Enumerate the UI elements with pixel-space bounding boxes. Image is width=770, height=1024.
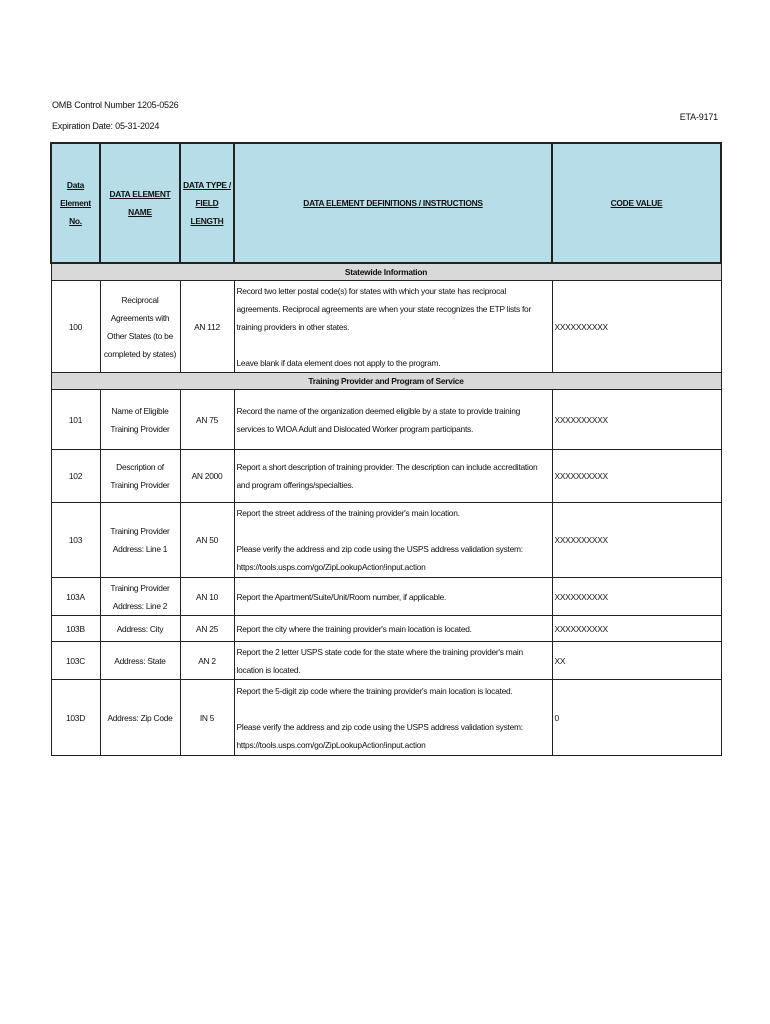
element-type: AN 10 bbox=[180, 578, 234, 616]
element-no: 103A bbox=[51, 578, 100, 616]
element-definition bbox=[234, 503, 552, 578]
element-no: 103B bbox=[51, 616, 100, 642]
data-element-table bbox=[50, 142, 722, 756]
element-name: Reciprocal Agreements with Other States (to be completed by states) bbox=[100, 281, 180, 373]
col-header-name: DATA ELEMENT NAME bbox=[100, 143, 180, 263]
expiration-date: Expiration Date: 05-31-2024 bbox=[52, 121, 160, 131]
element-name: Name of Eligible Training Provider bbox=[100, 390, 180, 450]
code-value: XXXXXXXXXX bbox=[552, 450, 721, 503]
element-definition: Report the 2 letter USPS state code for the state where the training provider's main location is located. bbox=[234, 642, 552, 680]
definition-text: Record two letter postal code(s) for states with which your state has reciprocal agreements. Reciprocal agreements are when your state recognizes the ETP lists for training providers in other states. bbox=[236, 285, 531, 332]
element-type: AN 50 bbox=[180, 503, 234, 578]
element-definition bbox=[234, 281, 552, 373]
element-definition bbox=[234, 680, 552, 756]
table-row bbox=[51, 503, 721, 578]
section-row-provider bbox=[51, 373, 721, 390]
element-type: AN 2 bbox=[180, 642, 234, 680]
table-row bbox=[51, 642, 721, 680]
element-no: 103 bbox=[51, 503, 100, 578]
table-row bbox=[51, 680, 721, 756]
element-name: Description of Training Provider bbox=[100, 450, 180, 503]
col-header-def: DATA ELEMENT DEFINITIONS / INSTRUCTIONS bbox=[234, 143, 552, 263]
form-number: ETA-9171 bbox=[679, 112, 718, 122]
element-type: AN 2000 bbox=[180, 450, 234, 503]
element-name: Address: State bbox=[100, 642, 180, 680]
table-header-row bbox=[51, 143, 721, 263]
element-type: IN 5 bbox=[180, 680, 234, 756]
element-no: 103D bbox=[51, 680, 100, 756]
element-no: 103C bbox=[51, 642, 100, 680]
definition-note: Leave blank if data element does not apply to the program. bbox=[236, 357, 441, 368]
code-value: XXXXXXXXXX bbox=[552, 390, 721, 450]
code-value: XXXXXXXXXX bbox=[552, 616, 721, 642]
col-header-no: Data Element No. bbox=[51, 143, 100, 263]
table-row bbox=[51, 616, 721, 642]
element-type: AN 75 bbox=[180, 390, 234, 450]
section-title: Training Provider and Program of Service bbox=[51, 373, 721, 390]
table-row bbox=[51, 450, 721, 503]
table-row bbox=[51, 281, 721, 373]
col-header-type: DATA TYPE / FIELD LENGTH bbox=[180, 143, 234, 263]
element-name: Training Provider Address: Line 1 bbox=[100, 503, 180, 578]
code-value: 0 bbox=[552, 680, 721, 756]
element-name: Training Provider Address: Line 2 bbox=[100, 578, 180, 616]
section-row-statewide bbox=[51, 263, 721, 281]
definition-note: Please verify the address and zip code using the USPS address validation system: https://tools.usps.com/go/ZipLookupAction!input.action bbox=[236, 544, 523, 572]
element-type: AN 112 bbox=[180, 281, 234, 373]
element-name: Address: Zip Code bbox=[100, 680, 180, 756]
element-name: Address: City bbox=[100, 616, 180, 642]
code-value: XXXXXXXXXX bbox=[552, 281, 721, 373]
element-definition: Record the name of the organization deemed eligible by a state to provide training services to WIOA Adult and Dislocated Worker program participants. bbox=[234, 390, 552, 450]
code-value: XXXXXXXXXX bbox=[552, 578, 721, 616]
table-row bbox=[51, 578, 721, 616]
element-no: 100 bbox=[51, 281, 100, 373]
element-definition: Report the city where the training provider's main location is located. bbox=[234, 616, 552, 642]
element-definition: Report the Apartment/Suite/Unit/Room number, if applicable. bbox=[234, 578, 552, 616]
definition-text: Report the street address of the training provider's main location. bbox=[236, 508, 460, 518]
omb-control-number: OMB Control Number 1205-0526 bbox=[52, 100, 179, 110]
col-header-code: CODE VALUE bbox=[552, 143, 721, 263]
table-row bbox=[51, 390, 721, 450]
definition-note: Please verify the address and zip code using the USPS address validation system: https://tools.usps.com/go/ZipLookupAction!input.action bbox=[236, 721, 523, 750]
element-no: 101 bbox=[51, 390, 100, 450]
element-no: 102 bbox=[51, 450, 100, 503]
definition-text: Report the 5-digit zip code where the training provider's main location is located. bbox=[236, 685, 513, 696]
code-value: XX bbox=[552, 642, 721, 680]
code-value: XXXXXXXXXX bbox=[552, 503, 721, 578]
element-type: AN 25 bbox=[180, 616, 234, 642]
section-title: Statewide Information bbox=[51, 263, 721, 281]
element-definition: Report a short description of training provider. The description can include accreditation and program offerings/specialties. bbox=[234, 450, 552, 503]
